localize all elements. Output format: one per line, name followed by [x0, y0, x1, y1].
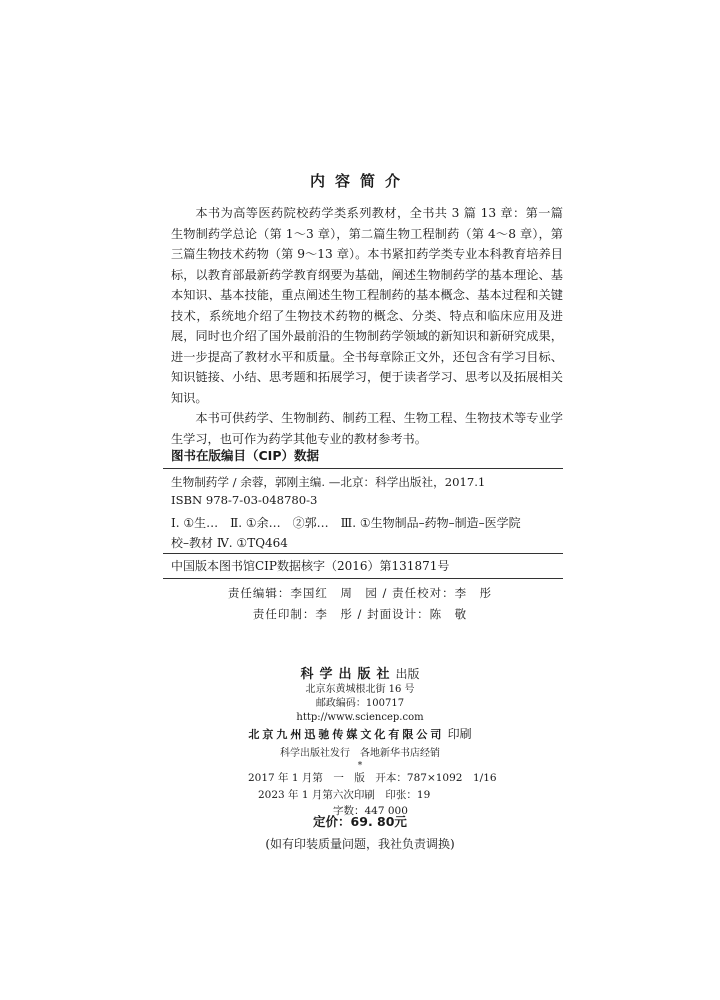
- publisher-suffix: 出版: [395, 667, 420, 681]
- edition-line: 2017 年 1 月第 一 版 开本：787×1092 1/16: [248, 772, 497, 784]
- divider: [163, 553, 563, 554]
- production-credits: 责任印制：李 彤 / 封面设计：陈 敬: [252, 607, 468, 621]
- cip-number: 中国版本图书馆CIP数据核字（2016）第131871号: [171, 559, 450, 573]
- summary-text: [171, 203, 563, 449]
- cip-class-line: 校–教材 Ⅳ. ①TQ464: [171, 536, 288, 550]
- divider: [163, 468, 563, 469]
- summary-paragraph: 本书可供药学、生物制药、制药工程、生物工程、生物技术等专业学生学习，也可作为药学其他专业的教材参考书。: [171, 411, 563, 446]
- publisher-name: 科学出版社: [300, 667, 396, 682]
- summary-paragraph: 本书为高等医药院校药学类系列教材，全书共 3 篇 13 章：第一篇生物制药学总论（第 1～3 章），第二篇生物工程制药（第 4～8 章），第三篇生物技术药物（第 9～13 章）。本书紧扣药学类专业本科教育培养目标，以教育部最新药学教育纲要为基础，阐述生物制药学的基本理论、基本知识、基本技能，重点阐述生物工程制药的基本概念、基本过程和关键技术，系统地介绍了生物技术药物的概念、分类、特点和临床应用及进展，同时也介绍了国外最前沿的生物制药学领域的新知识和新研究成果，进一步提高了教材水平和质量。全书每章除正文外，还包含有学习目标、知识链接、小结、思考题和拓展学习，便于读者学习、思考以及拓展相关知识。: [171, 206, 563, 405]
- separator-star: *: [357, 761, 363, 771]
- editor-credits: 责任编辑：李国红 周 园 / 责任校对：李 彤: [227, 586, 493, 600]
- page-title: 内容简介: [309, 172, 410, 190]
- printer-name: 北京九州迅驰传媒文化有限公司: [248, 728, 445, 741]
- printer-suffix: 印刷: [447, 727, 472, 741]
- cip-record: [171, 474, 563, 509]
- cip-classification: [171, 513, 563, 553]
- publisher-block: [0, 667, 720, 771]
- reprint-line: 2023 年 1 月第六次印刷 印张：19: [258, 789, 431, 801]
- cip-isbn: ISBN 978-7-03-048780-3: [171, 492, 318, 507]
- divider: [163, 578, 563, 579]
- price: 定价：69. 80元: [313, 814, 407, 829]
- distribution-line: 科学出版社发行 各地新华书店经销: [280, 748, 440, 759]
- cip-heading: 图书在版编目（CIP）数据: [171, 448, 319, 463]
- publisher-address: 北京东黄城根北街 16 号: [305, 684, 415, 695]
- word-count: 字数：447 000: [333, 805, 408, 817]
- cip-class-line: Ⅰ. ①生… Ⅱ. ①余… ②郭… Ⅲ. ①生物制品–药物–制造–医学院: [171, 516, 521, 530]
- quality-notice: (如有印装质量问题，我社负责调换): [265, 837, 455, 851]
- publisher-url: http://www.sciencep.com: [296, 712, 424, 723]
- cip-title-line: 生物制药学 / 余蓉，郭刚主编. —北京：科学出版社，2017.1: [171, 475, 486, 489]
- publisher-postcode: 邮政编码：100717: [315, 698, 405, 709]
